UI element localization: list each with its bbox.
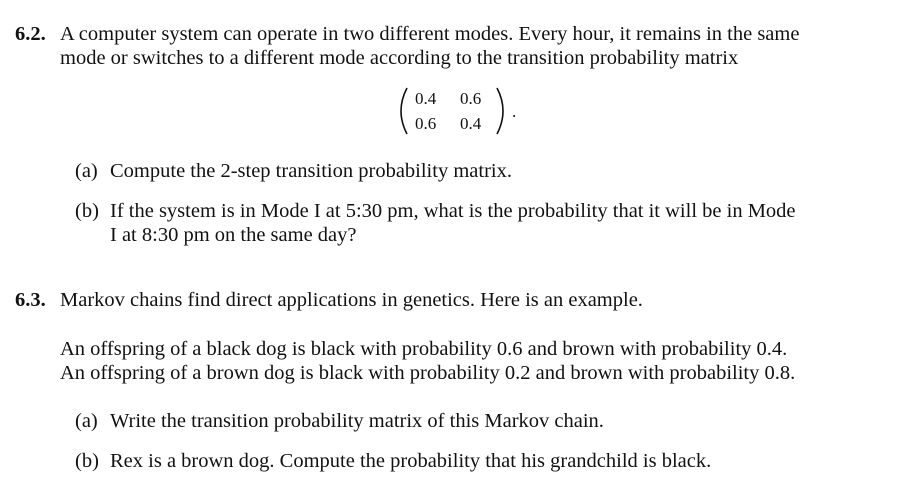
part-b-label: (b) (75, 450, 99, 472)
matrix-cell-r1c2: 0.6 (460, 89, 482, 108)
problem-6-3-para-line1: An offspring of a black dog is black with probability 0.6 and brown with probability 0.4. (60, 338, 788, 360)
problem-number-6-2: 6.2. (15, 23, 46, 45)
matrix-cell-r1c1: 0.4 (415, 89, 437, 108)
problem-6-3-para-line2: An offspring of a brown dog is black with probability 0.2 and brown with probability 0.8. (60, 362, 796, 384)
matrix-parentheses (394, 86, 524, 136)
problem-6-2-intro-line2: mode or switches to a different mode according to the transition probability matrix (60, 47, 739, 69)
part-a-text: Compute the 2-step transition probability matrix. (110, 160, 512, 182)
matrix-cell-r2c2: 0.4 (460, 114, 482, 133)
part-a-text: Write the transition probability matrix of this Markov chain. (110, 410, 604, 432)
part-a-label: (a) (75, 410, 98, 432)
transition-matrix (394, 86, 524, 136)
matrix-cell-r2c1: 0.6 (415, 114, 437, 133)
part-a-label: (a) (75, 160, 98, 182)
part-b-text: Rex is a brown dog. Compute the probability that his grandchild is black. (110, 450, 712, 472)
part-b-text-line1: If the system is in Mode I at 5:30 pm, what is the probability that it will be in Mode (110, 200, 796, 222)
part-b-text-line2: I at 8:30 pm on the same day? (110, 224, 357, 246)
problem-6-3-intro: Markov chains find direct applications in genetics. Here is an example. (60, 289, 643, 311)
problem-number-6-3: 6.3. (15, 289, 46, 311)
matrix-trailing-period: . (512, 102, 517, 121)
problem-6-2-intro-line1: A computer system can operate in two different modes. Every hour, it remains in the same (60, 23, 800, 45)
part-b-label: (b) (75, 200, 99, 222)
